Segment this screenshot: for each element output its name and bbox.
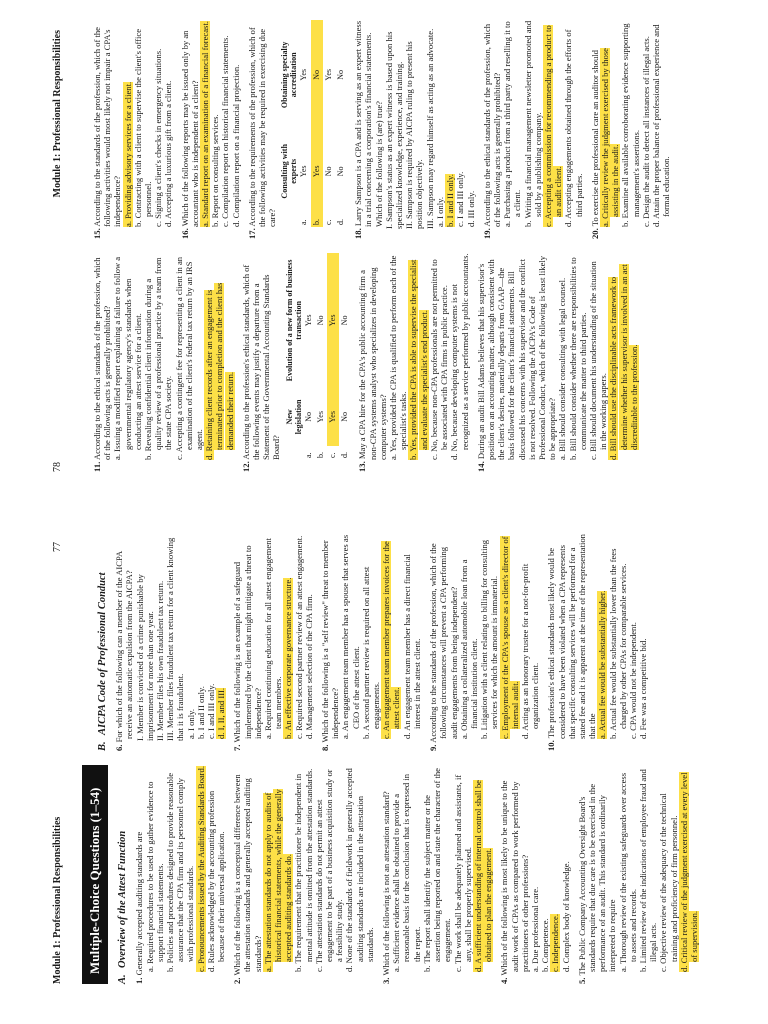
answer-option-text: b. A second partner review is required on all attest engagements. (360, 566, 382, 739)
answer-option-text: b. The report shall identify the subject matter or the assertion being reported on and state the character of the engagement. (421, 768, 453, 972)
answer-option-text: d. Retaining client records after an engagement is terminated prior to completion and the client has demanded their return. (204, 282, 235, 460)
question (232, 765, 375, 984)
answer-option (153, 20, 163, 239)
section-title: AICPA Code of Professional Conduct (97, 572, 108, 735)
answer-option-text: b. Competence. (540, 918, 551, 972)
answer-option (361, 532, 381, 751)
question-stem (590, 20, 600, 239)
table-row (303, 253, 315, 460)
table-cell: No (323, 166, 333, 177)
answer-option (112, 253, 143, 472)
question-number: 17. (246, 228, 257, 239)
answer-option (304, 532, 314, 751)
answer-option-text: d. No, because developing computer systems is not recognized as a service performed by public accountants. (449, 253, 470, 460)
answer-option (210, 20, 220, 239)
answer-option-text: b. Bill should consider whether there are responsibilities to communicate the matter to third parties. (567, 257, 588, 460)
question-stem (577, 765, 618, 984)
question (180, 20, 241, 239)
question-stem (428, 532, 459, 751)
table-header: Obtaining specialty accreditation (280, 41, 299, 109)
table-header: New legislation (284, 399, 303, 435)
question-stem (92, 20, 123, 239)
answer-option (588, 253, 608, 472)
running-header (52, 542, 66, 984)
answer-option-text: c. No, because non-CPA professionals are not permitted to be associated with CPA firms in public practice. (428, 259, 450, 460)
answer-option (165, 765, 196, 984)
question-number: 6. (114, 744, 125, 751)
answer-option-text: d. III only. (465, 190, 476, 227)
answer-option (466, 20, 476, 239)
answer-option (600, 20, 620, 239)
question-stem (499, 765, 530, 984)
question-stem (114, 532, 134, 751)
question (247, 20, 347, 239)
answer-option (530, 765, 540, 984)
table-cell: b. (315, 452, 325, 458)
answer-option-text: c. I and III only. (206, 683, 217, 739)
answer-option (568, 253, 588, 472)
answer-option-text: a. An engagement team member has a spouse that serves as CEO of the attest client. (340, 534, 361, 739)
answer-option (500, 532, 520, 751)
question-text: The profession's ethical standards most likely would be considered to have been violated when a CPA represents that specific consulting services will be performed for a stated fee and it is apparent at the time of the representation that the (546, 534, 598, 739)
answer-option (651, 20, 671, 239)
answer-option-text: a. Critically review the judgment exercised by those assisting in the audit. (599, 48, 621, 227)
answer-option-text: a. Standard report on an examination of a financial forecast. (200, 21, 211, 227)
table-cell: c. (328, 452, 338, 458)
answer-option-text: a. Yes, provided the CPA is qualified to perform each of the specialist's tasks. (388, 255, 409, 460)
answer-option-text: b. Litigation with a client relating to billing for consulting services for which the amount is immaterial. (479, 539, 500, 739)
module-title: Module 1: Professional Responsibilities (52, 816, 63, 984)
question (590, 20, 672, 239)
answer-option (641, 20, 651, 239)
answer-option (163, 20, 173, 239)
answer-option (294, 532, 304, 751)
answer-option (123, 20, 133, 239)
answer-option (520, 532, 540, 751)
answer-option (263, 532, 283, 751)
answer-option-text: b. Policies and procedures designed to provide reasonable assurance that the CPA firm and its personnel comply with professional standards. (165, 772, 196, 972)
answer-option (196, 765, 206, 984)
section-letter: A. (117, 974, 129, 984)
question-text: To exercise due professional care an auditor should (589, 50, 600, 227)
answer-option-text: c. Objective review of the adequacy of the technical training and proficiency of firm personnel. (658, 793, 679, 972)
column (92, 532, 728, 751)
answer-option (206, 532, 216, 751)
question (476, 253, 639, 472)
answer-option (628, 532, 638, 751)
answer-option-text: b. Writing a financial management newsletter promoted and sold by a publishing company. (522, 20, 543, 227)
question (428, 532, 540, 751)
question-text: May a CPA hire for the CPA's public accounting firm a non-CPA systems analyst who specializes in developing computer systems? (357, 267, 388, 460)
roman-statement: I. Sampson's status as an expert witness is based upon his specialized knowledge, experience, and training. (383, 31, 405, 229)
question (232, 532, 314, 751)
table-cell: Yes (315, 411, 325, 423)
table-row (315, 253, 327, 460)
question (577, 765, 699, 984)
answer-option-text: b. Revealing confidential client information during a quality review of a professional practice by a team from the state CPA society. (143, 257, 174, 460)
answer-option (557, 253, 567, 472)
question-number: 18. (353, 228, 364, 239)
answer-option (216, 532, 226, 751)
table-row (311, 20, 323, 227)
answer-option-text: b. I and II only. (195, 686, 206, 739)
answer-option (422, 765, 453, 984)
question-number: 14. (475, 461, 486, 472)
answer-option (206, 765, 226, 984)
table-cell: No (315, 315, 325, 326)
page-number: 77 (52, 542, 63, 552)
section-letter: B. (97, 741, 108, 751)
table-header: Evolution of a new form of business transaction (284, 259, 303, 382)
table-cell: Yes (327, 253, 339, 388)
answer-option-text: c. Compilation report on historical financial statements. (220, 35, 231, 227)
question-text: Which of the following is a "self review" threat to member independence? (320, 540, 341, 743)
answer-option (449, 253, 469, 472)
answer-option-text: c. Pronouncements issued by the Auditing Standards Board. (195, 766, 206, 972)
answer-option (658, 765, 678, 984)
answer-option-text: c. Accepting a contingent fee for representing a client in an examination of the client's federal tax return by an IRS agent. (173, 256, 205, 460)
table-cell: Yes (323, 69, 333, 81)
roman-statement: II. Sampson is required by AICPA ruling to present his position objectively. (404, 41, 425, 229)
question-text: For which of the following can a member of the AICPA receive an automatic expulsion from the AICPA? (114, 551, 135, 743)
question (114, 532, 226, 751)
table-row (339, 253, 351, 460)
answer-option (473, 765, 493, 984)
question-number: 2. (232, 977, 243, 984)
table-cell: No (336, 166, 346, 177)
answer-option (344, 765, 375, 984)
answer-option (435, 20, 445, 239)
question-number: 4. (499, 977, 510, 984)
answer-option (402, 532, 422, 751)
answer-option (388, 253, 408, 472)
question-stem (320, 532, 340, 751)
table-cell: Yes (299, 69, 309, 81)
table-cell: a. (303, 452, 313, 458)
answer-option (196, 532, 206, 751)
answer-option (502, 20, 522, 239)
roman-statement: II. Member files his own fraudulent tax return. (155, 580, 166, 741)
question-number: 5. (576, 977, 587, 984)
answer-option-text: d. Management selection of the CPA firm. (303, 594, 314, 739)
question-text: Which of the following is most likely to be unique to the audit work of CPAs as compared to work performed by practitioners of other professions? (499, 780, 530, 976)
answer-option (293, 765, 313, 984)
answer-option-text: a. Required procedures to be used to gather evidence to support financial statements. (144, 781, 165, 972)
answer-option-text: a. Obtaining a collateralized automobile loan from a financial institution client. (458, 559, 479, 739)
answer-option-text: a. Bill should consider consulting with legal counsel. (557, 277, 568, 460)
question-number: 12. (240, 461, 251, 472)
column (87, 765, 728, 984)
question-number: 13. (357, 461, 368, 472)
answer-option-text: d. Accepting engagements obtained through the efforts of third parties. (563, 29, 584, 227)
answer-option-text: c. CPA would not be independent. (627, 622, 638, 739)
column (92, 20, 728, 239)
answer-option (453, 765, 473, 984)
answer-option (220, 20, 230, 239)
question-text: Which of the following reports may be issued only by an accountant who is independent of a client? (179, 30, 200, 227)
running-header (52, 30, 66, 472)
answer-option (200, 20, 210, 239)
answer-option-text: d. Complex body of knowledge. (560, 861, 571, 972)
question (357, 253, 469, 472)
table-cell: No (303, 411, 313, 422)
question-number: 20. (589, 228, 600, 239)
answer-option-text: b. An effective corporate governance structure. (283, 577, 294, 739)
answer-option-text: c. I and III only. (455, 171, 466, 227)
question-text: Which of the following is a conceptual difference between the attestation standards and generally accepted auditing standards? (232, 774, 263, 976)
question-number: 19. (481, 228, 492, 239)
question (320, 532, 422, 751)
answer-option-text: b. Limited review of the indications of employee fraud and illegal acts. (637, 769, 659, 972)
question-stem (232, 765, 263, 984)
question-stem (134, 765, 144, 984)
table-header: Consulting with experts (280, 144, 299, 199)
answer-option (608, 253, 639, 472)
answer-option (429, 253, 449, 472)
answer-option-text: d. Rules acknowledged by the accounting profession because of their universal application. (205, 790, 227, 972)
answer-table (285, 253, 352, 460)
answer-option (204, 253, 235, 472)
roman-statement: III. Member files fraudulent tax return for a client knowing that it is fraudulent. (165, 537, 186, 741)
table-cell: No (340, 315, 350, 326)
question (482, 20, 584, 239)
answer-table (280, 20, 347, 227)
table-row (298, 20, 310, 227)
answer-option (618, 765, 638, 984)
question (381, 765, 493, 984)
answer-option-text: a. Providing advisory services for a client. (122, 81, 133, 227)
table-cell: d. (340, 452, 350, 458)
table-cell: a. (299, 219, 309, 225)
answer-option (479, 532, 499, 751)
answer-option (283, 532, 293, 751)
question-stem (232, 532, 263, 751)
answer-option (543, 20, 563, 239)
table-cell: No (340, 411, 350, 422)
answer-option (638, 532, 648, 751)
answer-option-text: a. Sufficient evidence shall be obtained to provide a reasonable basis for the conclusion that is expressed in the report. (391, 773, 422, 972)
answer-option-text: d. A sufficient understanding of internal control shall be obtained to plan the engagement. (472, 780, 494, 972)
answer-option-text: d. I, II, and III. (216, 687, 227, 739)
answer-option-text: a. Actual fee would be substantially higher. (597, 590, 608, 739)
answer-option (550, 765, 560, 984)
question-number: 11. (92, 461, 102, 472)
answer-option (455, 20, 465, 239)
question-stem (247, 20, 278, 239)
table-cell: No (336, 69, 346, 80)
question (241, 253, 352, 472)
answer-option-text: c. The attestation standards do not permit an attest engagement to be part of a business acquisition study or a feasibility study. (313, 769, 345, 972)
question (92, 253, 235, 472)
answer-option-text: c. The work shall be adequately planned and assistants, if any, shall be properly supervised. (452, 774, 473, 972)
section-title: Overview of the Attest Function (117, 830, 129, 968)
page-number: 78 (52, 462, 63, 472)
question-text: According to the ethical standards of the profession, which of the following acts is generally prohibited? (92, 257, 113, 461)
answer-option-text: a. Thorough review of the existing safeguards over access to assets and records. (617, 772, 638, 972)
answer-option-text: b. Report on consulting services. (210, 114, 221, 227)
table-row (327, 253, 339, 460)
answer-option (263, 765, 294, 984)
question-number: 3. (381, 977, 392, 984)
question (92, 20, 174, 239)
question-stem (357, 253, 388, 472)
table-cell: No (311, 20, 323, 130)
section-heading (118, 765, 128, 984)
answer-option-text: a. Issuing a modified report explaining a failure to follow a governmental regulatory agency's standards when conducting an attest service for a client. (112, 256, 143, 460)
answer-option-text: a. Required continuing education for all attest engagement team members. (263, 538, 284, 739)
question-stem (482, 20, 502, 239)
question-number: 9. (428, 744, 439, 751)
answer-option (445, 20, 455, 239)
answer-option (231, 20, 241, 239)
answer-option-text: b. Actual fee would be substantially lower than the fees charged by other CPAs for comparable services. (607, 548, 628, 739)
question-stem (92, 253, 112, 472)
column (92, 253, 728, 472)
question-text: During an audit Bill Adams believes that his supervisor's position on an accounting matter, although consistent with the client's desires, materially departs from GAAP—the basis followed for the client's financial statements. Bill discussed his concerns with his supervisor and the conflict is not resolved. Following the AICPA's Code of Professional Conduct, which of the following is least likely to be appropriate? (475, 255, 558, 460)
question-text: Generally accepted auditing standards are (134, 831, 145, 976)
answer-option-text: b. The requirement that the practitioner be independent in mental attitude is omitted from the attestation standards. (293, 768, 314, 972)
table-cell: Yes (327, 388, 339, 446)
answer-option-text: d. Compilation report on a financial projection. (230, 64, 241, 227)
answer-option-text: c. Required second partner review of an attest engagement. (293, 535, 304, 739)
answer-option (340, 532, 360, 751)
question-stem (353, 20, 384, 239)
table-row (323, 20, 335, 227)
page-77 (0, 512, 768, 1024)
roman-statement: III. Sampson may regard himself as acting as an advocate. (424, 28, 435, 229)
answer-option (314, 765, 345, 984)
answer-option (459, 532, 479, 751)
answer-option-text: b. Yes, provided the CPA is able to supervise the specialist and evaluate the specialist's end product. (408, 259, 429, 460)
table-row (335, 20, 347, 227)
answer-option-text: c. Accepting a commission for recommending a product to an audit client. (542, 25, 564, 227)
table-cell: Yes (299, 165, 309, 178)
question (546, 532, 648, 751)
question-text: According to the requirements of the profession, which of the following activities may be required in exercising due care? (246, 27, 278, 227)
question-number: 1. (134, 977, 145, 984)
answer-option (679, 765, 699, 984)
table-cell: Yes (311, 130, 323, 213)
question (134, 765, 226, 984)
question-number: 8. (320, 744, 331, 751)
answer-option-text: a. I only. (434, 197, 445, 227)
answer-option-text: d. Acting as an honorary trustee for a not-for-profit organization client. (519, 563, 541, 739)
answer-option (391, 765, 422, 984)
question (353, 20, 475, 239)
answer-option (381, 532, 401, 751)
roman-statement: I. Member is convicted of a crime punishable by imprisonment for more than one year. (134, 574, 155, 741)
question-number: 10. (546, 740, 557, 751)
question-number: 7. (232, 744, 243, 751)
page-columns (87, 532, 728, 984)
answer-option (174, 253, 205, 472)
answer-option (408, 253, 428, 472)
answer-option-text: d. Attain the proper balance of professional experience and formal education. (650, 24, 672, 227)
mcq-banner: Multiple-Choice Questions (1–54) (82, 765, 108, 984)
answer-option (608, 532, 628, 751)
question-stem (476, 253, 558, 472)
answer-option (597, 532, 607, 751)
question-stem (546, 532, 597, 751)
answer-option-text: d. Critical review of the judgment exercised at every level of supervision. (678, 772, 699, 972)
question-text: The Public Company Accounting Oversight Board's standards require that due care is to be exercised in the performance of an audit. This standard is ordinarily interpreted to require (576, 783, 618, 976)
answer-option (540, 765, 550, 984)
question-stem (180, 20, 200, 239)
question-stem (381, 765, 391, 984)
answer-option-text: d. Fee was a competitive bid. (638, 638, 649, 739)
question (499, 765, 570, 984)
table-header (285, 446, 303, 460)
question-text: Which of the following is an example of a safeguard implemented by the client that might mitigate a threat to independence? (232, 545, 263, 743)
question-number: 16. (179, 228, 190, 239)
question-stem (241, 253, 282, 472)
answer-option-text: d. An engagement team member has a direct financial interest in the attest client. (401, 554, 422, 739)
question-text: According to the profession's ethical standards, which of the following events may justify a departure from a Statement of the Governmental Accounting Standards Board? (240, 264, 282, 460)
answer-option (561, 765, 571, 984)
question-text: Larry Sampson is a CPA and is serving as an expert witness in a trial concerning a corporation's financial statements. Which of the following is (are) true? (353, 20, 384, 227)
table-cell: d. (336, 219, 346, 225)
answer-option-text: a. The attestation standards do not apply to audits of historical financial statements, while the generally accepted auditing standards do. (262, 789, 294, 972)
answer-option-text: b. Contracting with a client to supervise the client's office personnel. (132, 28, 154, 227)
answer-option-text: c. Signing a client's checks in emergency situations. (153, 48, 164, 227)
question-text: According to the ethical standards of the profession, which of the following acts is generally prohibited? (481, 23, 502, 227)
question-text: According to the standards of the profession, which of the following activities would most likely not impair a CPA's independence? (92, 27, 123, 227)
question-text: Which of the following is not an attestation standard? (381, 791, 392, 976)
question-number: 15. (92, 228, 102, 239)
answer-option-text: a. Due professional care. (529, 886, 540, 972)
answer-option-text: d. None of the standards of fieldwork in generally accepted auditing standards are included in the attestation standards. (344, 768, 375, 972)
answer-option (186, 532, 196, 751)
module-title: Module 1: Professional Responsibilities (52, 30, 63, 198)
answer-option-text: c. Employment of the CPA's spouse as a client's director of internal audit. (499, 536, 520, 739)
answer-option (523, 20, 543, 239)
answer-option-text: b. Examine all available corroborating evidence supporting management's assertions. (620, 23, 641, 227)
table-cell: Yes (303, 314, 313, 327)
table-header (280, 213, 298, 227)
table-cell: c. (323, 219, 333, 225)
answer-option-text: c. An engagement team member prepares invoices for the attest client. (381, 541, 402, 739)
answer-option-text: d. Bill should use the disciplinable acts framework to determine whether his supervisor is involved in an act discreditable to the profession. (608, 264, 639, 460)
question-text: According to the standards of the profession, which of the following circumstances will prevent a CPA performing audit engagements from being independent? (428, 543, 459, 743)
table-cell: b. (311, 213, 323, 227)
answer-option (620, 20, 640, 239)
answer-option (145, 765, 165, 984)
answer-option-text: d. Accepting a luxurious gift from a client. (163, 80, 174, 227)
section-heading (98, 532, 108, 751)
page-columns (92, 20, 728, 472)
answer-option (143, 253, 174, 472)
answer-option-text: c. Independence. (550, 914, 561, 972)
answer-option (563, 20, 583, 239)
answer-option-text: c. Design the audit to detect all instances of illegal acts. (640, 36, 651, 227)
answer-option-text: a. I only. (185, 709, 196, 739)
answer-option (133, 20, 153, 239)
answer-option-text: b. I and II only. (445, 174, 456, 227)
answer-option-text: c. Bill should document his understanding of the situation in the working papers. (587, 261, 609, 460)
answer-option-text: a. Purchasing a product from a third party and reselling it to a client. (502, 21, 523, 227)
answer-option (638, 765, 658, 984)
